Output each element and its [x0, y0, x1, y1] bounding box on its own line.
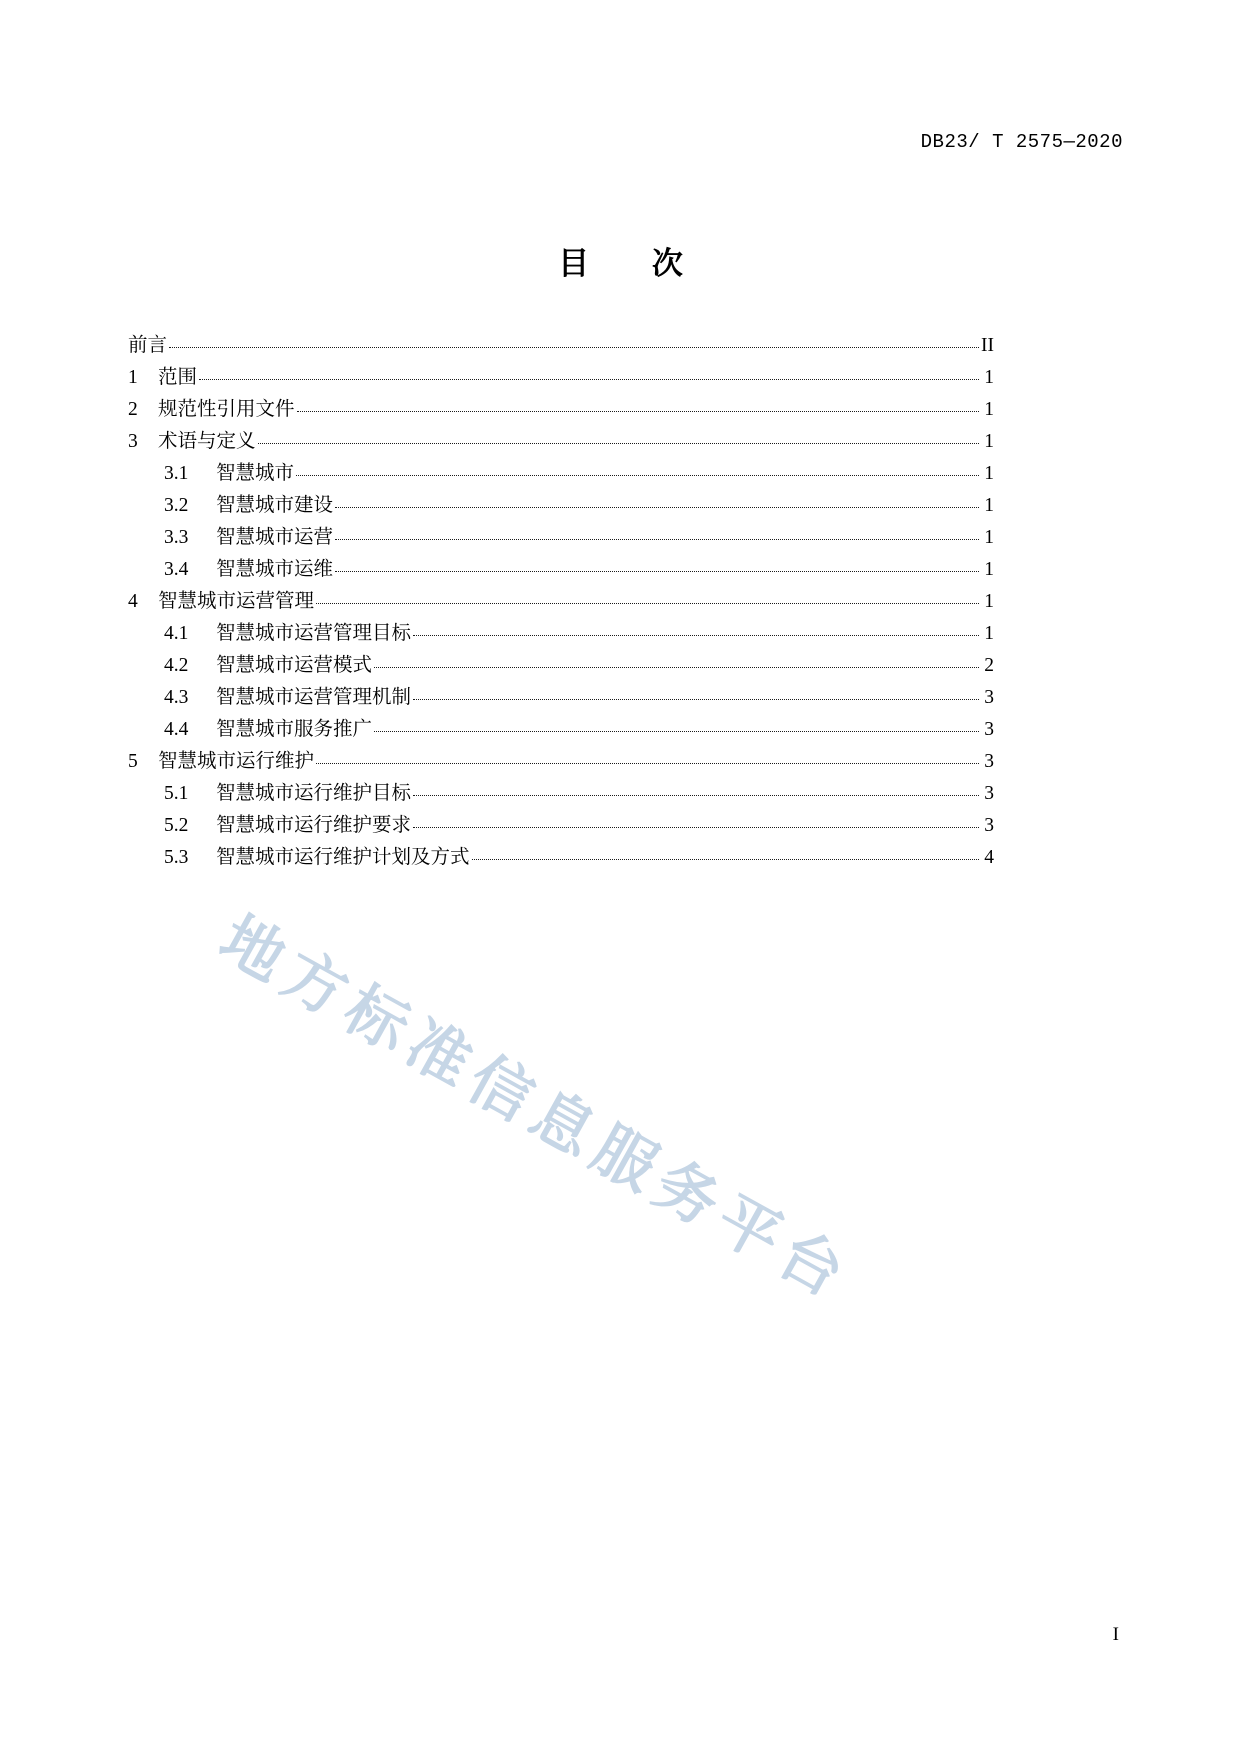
toc-entry[interactable] — [128, 394, 994, 426]
toc-entry-page: 4 — [984, 847, 994, 868]
watermark-char: 台 — [766, 1216, 856, 1311]
toc-leader-dots — [374, 667, 979, 668]
toc-entry-page: II — [981, 335, 994, 356]
toc-entry-number: 4 — [128, 591, 138, 612]
watermark-char: 平 — [704, 1181, 794, 1276]
toc-entry[interactable] — [128, 682, 994, 714]
toc-entry-number: 4.1 — [164, 623, 189, 644]
toc-leader-dots — [413, 795, 979, 796]
toc-entry-number: 5.3 — [164, 847, 189, 868]
toc-entry-number: 4.2 — [164, 655, 189, 676]
toc-entry-page: 1 — [984, 431, 994, 452]
toc-entry[interactable] — [128, 650, 994, 682]
toc-leader-dots — [316, 603, 979, 604]
toc-leader-dots — [413, 635, 979, 636]
toc-entry-number: 3.2 — [164, 495, 189, 516]
toc-leader-dots — [413, 827, 979, 828]
toc-entry[interactable] — [128, 778, 994, 810]
toc-entry-page: 3 — [984, 783, 994, 804]
toc-entry-number: 3.4 — [164, 559, 189, 580]
toc-entry[interactable] — [128, 618, 994, 650]
toc-entry-label: 智慧城市服务推广 — [216, 719, 373, 740]
toc-entry-page: 1 — [984, 623, 994, 644]
toc-leader-dots — [199, 379, 979, 380]
toc-entry-page: 1 — [984, 367, 994, 388]
toc-entry[interactable] — [128, 330, 994, 362]
toc-entry-label: 术语与定义 — [158, 431, 256, 452]
toc-entry[interactable] — [128, 362, 994, 394]
watermark-char: 地 — [208, 901, 298, 996]
toc-entry[interactable] — [128, 842, 994, 874]
toc-leader-dots — [316, 763, 979, 764]
toc-entry-label: 智慧城市运营模式 — [216, 655, 373, 676]
toc-entry-number: 4.3 — [164, 687, 189, 708]
toc-entry[interactable] — [128, 586, 994, 618]
watermark — [208, 890, 950, 1320]
watermark-char: 标 — [332, 971, 422, 1066]
toc-entry-page: 2 — [984, 655, 994, 676]
toc-leader-dots — [297, 411, 979, 412]
toc-entry[interactable] — [128, 490, 994, 522]
toc-entry-label: 智慧城市运行维护要求 — [216, 815, 412, 836]
toc-entry-number: 3.3 — [164, 527, 189, 548]
toc-leader-dots — [335, 539, 979, 540]
toc-entry[interactable] — [128, 746, 994, 778]
toc-entry-number: 2 — [128, 399, 138, 420]
toc-leader-dots — [335, 571, 979, 572]
toc-entry-number: 5 — [128, 751, 138, 772]
toc-leader-dots — [472, 859, 979, 860]
footer-page-number: I — [1112, 1624, 1119, 1645]
toc-entry[interactable] — [128, 426, 994, 458]
toc-entry-label: 规范性引用文件 — [158, 399, 295, 420]
toc-entry-page: 1 — [984, 559, 994, 580]
watermark-char: 方 — [270, 936, 360, 1031]
toc-entry-page: 1 — [984, 495, 994, 516]
watermark-char: 服 — [580, 1111, 670, 1206]
toc-entry-page: 3 — [984, 751, 994, 772]
toc-entry-page: 1 — [984, 591, 994, 612]
toc-leader-dots — [258, 443, 979, 444]
table-of-contents — [128, 330, 994, 874]
watermark-char: 务 — [642, 1146, 732, 1241]
watermark-char: 息 — [518, 1076, 608, 1171]
toc-leader-dots — [413, 699, 979, 700]
toc-entry-label: 智慧城市运行维护计划及方式 — [216, 847, 470, 868]
toc-entry-number: 5.1 — [164, 783, 189, 804]
toc-entry-label: 智慧城市运营管理机制 — [216, 687, 412, 708]
toc-entry-label: 范围 — [158, 367, 198, 388]
toc-leader-dots — [335, 507, 979, 508]
toc-entry-label: 智慧城市运行维护目标 — [216, 783, 412, 804]
toc-entry-label: 前言 — [128, 335, 168, 356]
toc-entry-number: 1 — [128, 367, 138, 388]
toc-entry-number: 3 — [128, 431, 138, 452]
toc-entry[interactable] — [128, 458, 994, 490]
toc-entry-number: 4.4 — [164, 719, 189, 740]
toc-entry-page: 3 — [984, 719, 994, 740]
standard-number-header: DB23/ T 2575—2020 — [920, 131, 1123, 153]
toc-entry-page: 3 — [984, 815, 994, 836]
toc-entry-label: 智慧城市运行维护 — [158, 751, 315, 772]
toc-entry-label: 智慧城市 — [216, 463, 295, 484]
toc-entry-page: 1 — [984, 399, 994, 420]
toc-entry-page: 3 — [984, 687, 994, 708]
toc-entry-label: 智慧城市建设 — [216, 495, 334, 516]
watermark-char: 准 — [394, 1006, 484, 1101]
toc-entry[interactable] — [128, 714, 994, 746]
toc-entry-label: 智慧城市运维 — [216, 559, 334, 580]
toc-entry-page: 1 — [984, 463, 994, 484]
toc-entry-number: 3.1 — [164, 463, 189, 484]
toc-entry-label: 智慧城市运营管理目标 — [216, 623, 412, 644]
toc-leader-dots — [169, 347, 979, 348]
toc-leader-dots — [296, 475, 979, 476]
toc-entry-page: 1 — [984, 527, 994, 548]
toc-entry[interactable] — [128, 522, 994, 554]
toc-leader-dots — [374, 731, 979, 732]
toc-entry-number: 5.2 — [164, 815, 189, 836]
toc-entry-label: 智慧城市运营 — [216, 527, 334, 548]
toc-entry[interactable] — [128, 554, 994, 586]
toc-entry[interactable] — [128, 810, 994, 842]
toc-entry-label: 智慧城市运营管理 — [158, 591, 315, 612]
watermark-char: 信 — [456, 1041, 546, 1136]
page-title: 目 次 — [558, 246, 709, 282]
